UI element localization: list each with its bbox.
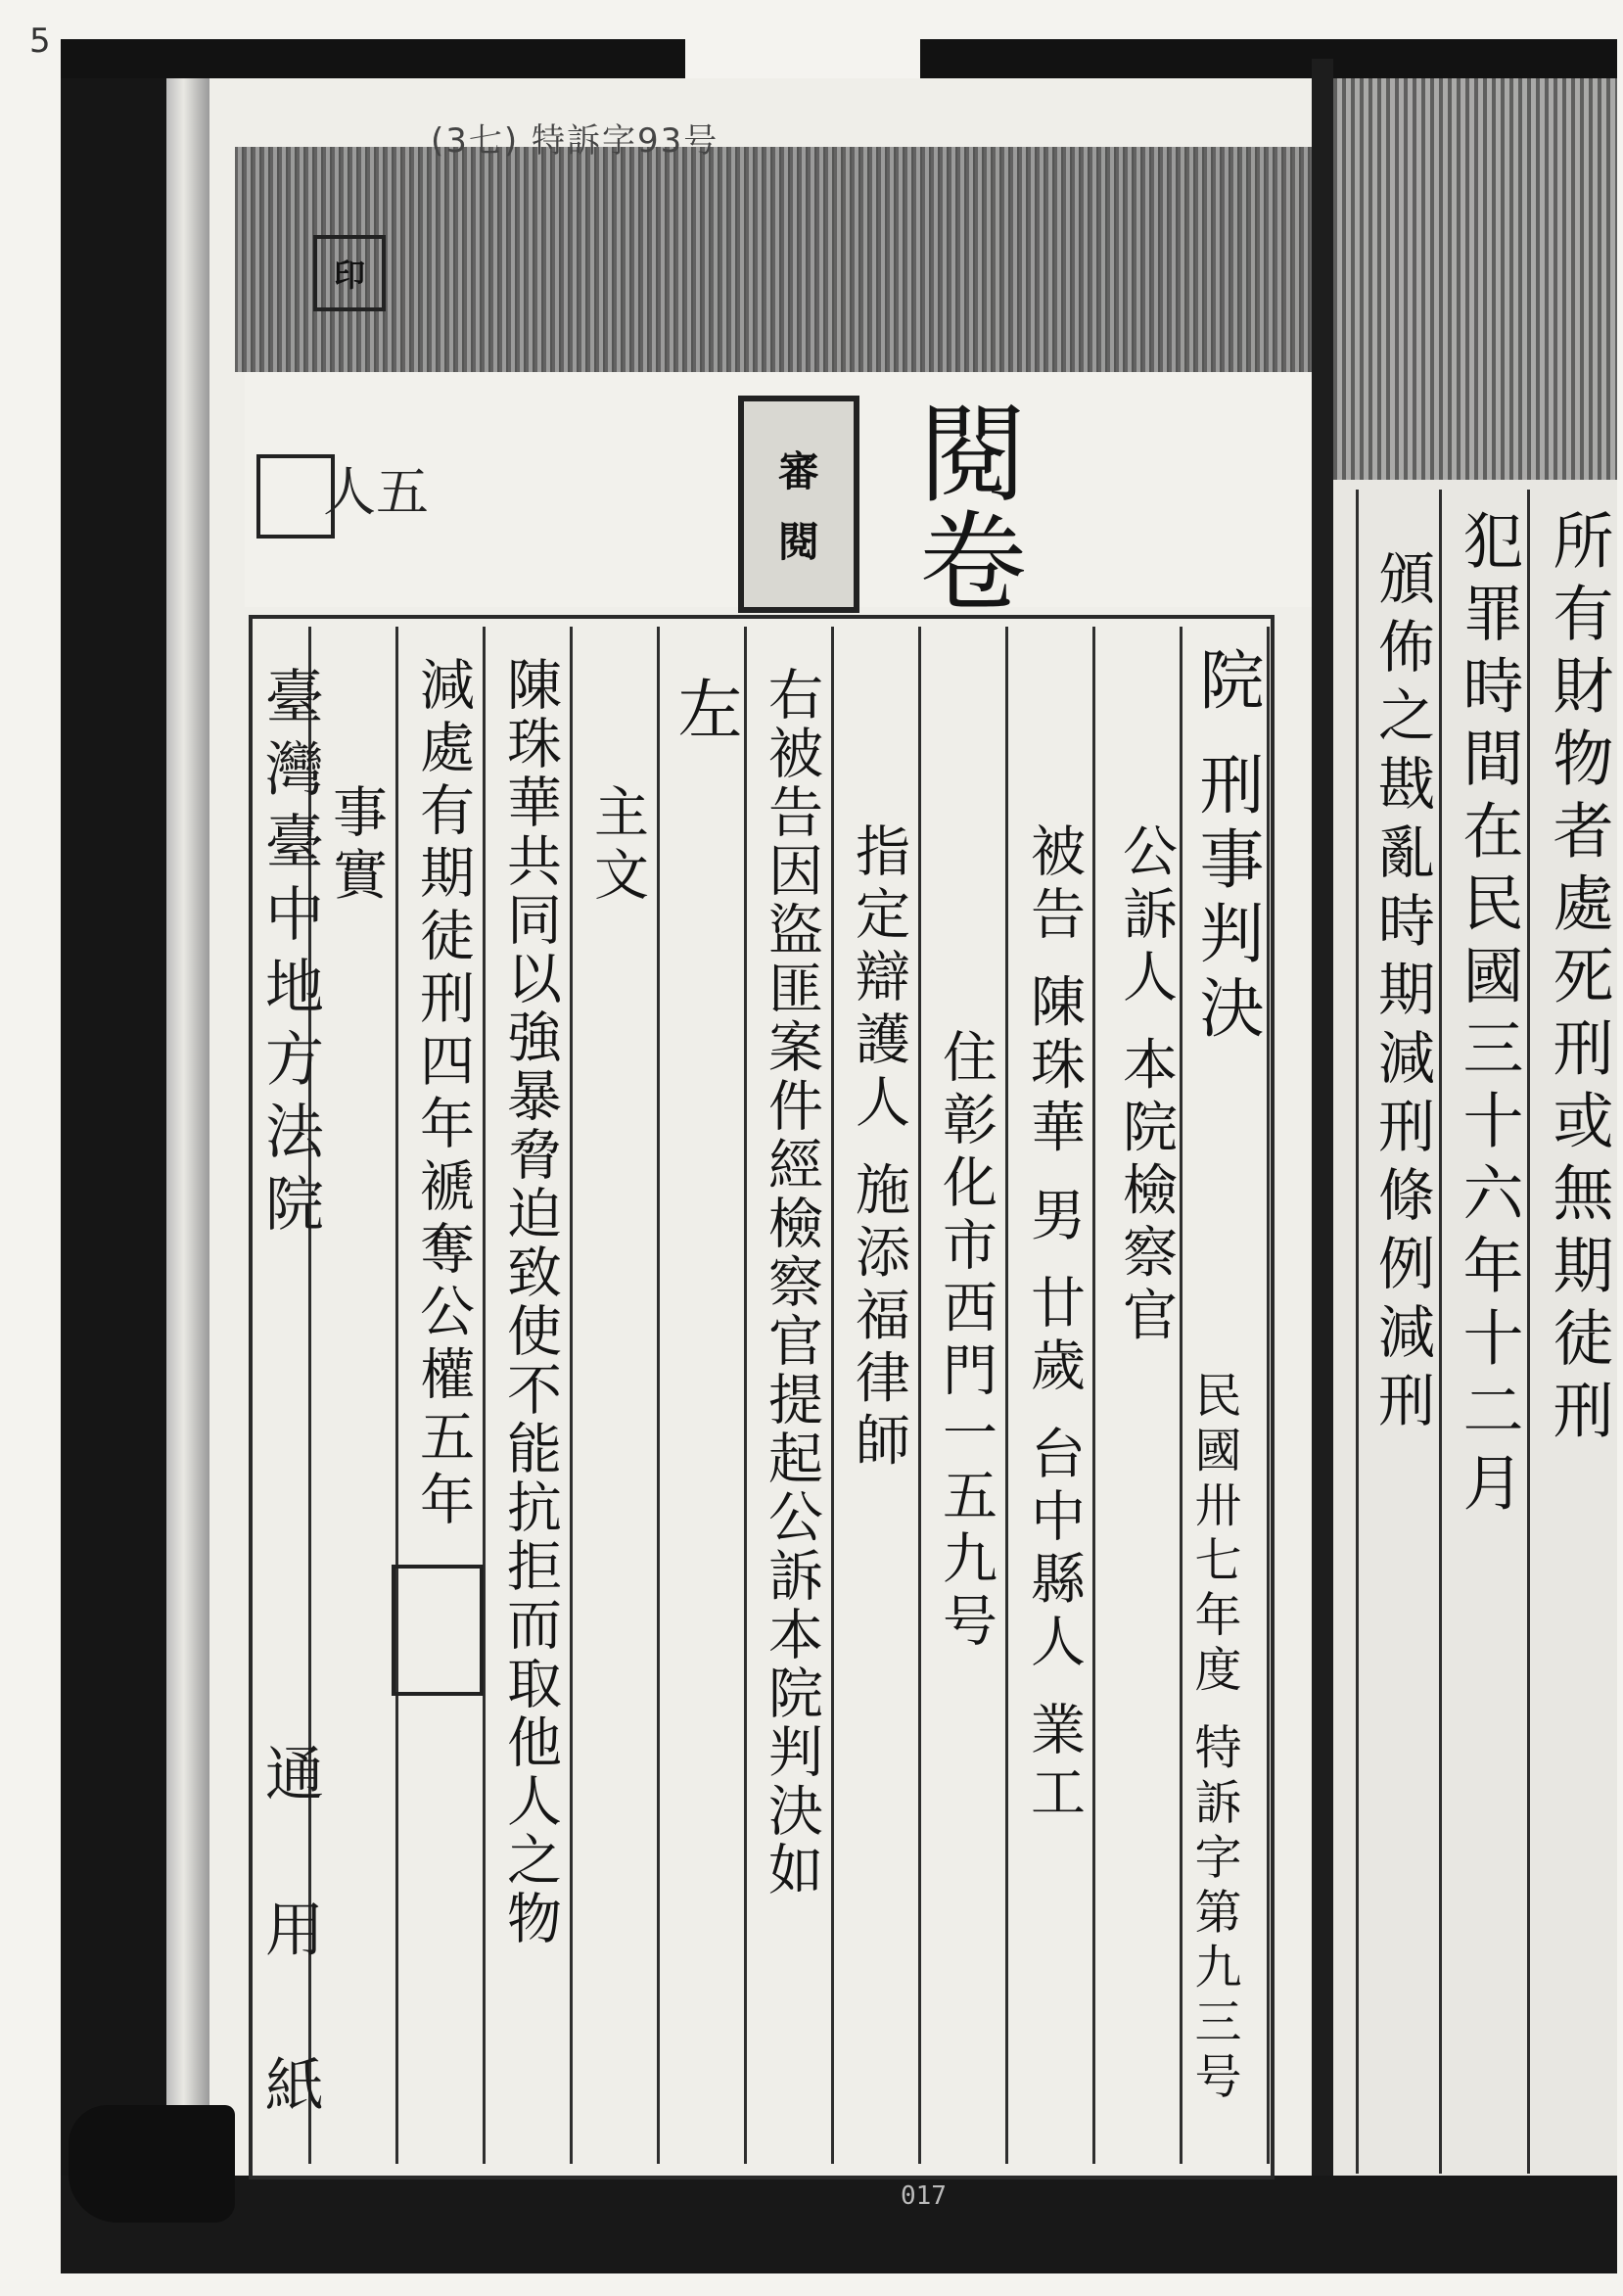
handwritten-mark: 人五	[323, 461, 429, 523]
col-indictment: 右被告因盜匪案件經檢察官提起公訴本院判決如	[760, 666, 823, 1899]
header-scan-noise	[235, 147, 1312, 372]
col-main-text: 主文	[585, 783, 649, 909]
page-gutter	[1312, 59, 1333, 2252]
adjacent-col-rule	[1527, 490, 1530, 2174]
col-rule	[1005, 627, 1008, 2164]
adjacent-col-2: 犯罪時間在民國三十六年十二月	[1453, 509, 1524, 1523]
col-case-no: 民國卅七年度 特訴字第九三号	[1186, 1371, 1241, 2107]
page-number: 017	[901, 2181, 947, 2211]
scan-shadow-left	[61, 39, 166, 2252]
col-verdict-1: 陳珠華共同以強暴脅迫致使不能抗拒而取他人之物	[498, 656, 562, 1948]
reviewed-seal-char-1: 審	[777, 447, 819, 495]
col-counsel: 指定辯護人 施添福律師	[847, 822, 910, 1475]
top-left-stamp: 印	[313, 235, 386, 311]
col-rule	[831, 627, 834, 2164]
col-title: 院 刑事判決	[1188, 646, 1264, 1049]
ink-blot	[69, 2105, 235, 2223]
col-rule	[1092, 627, 1095, 2164]
col-verdict-2: 減處有期徒刑四年褫奪公權五年	[411, 656, 475, 1533]
mid-seal-box	[392, 1565, 484, 1696]
paper-label: 通 用 紙	[255, 1743, 324, 2153]
binding-edge	[166, 78, 209, 2183]
col-prosecutor: 公訴人 本院檢察官	[1114, 822, 1178, 1349]
col-defendant: 被告 陳珠華 男 廿歲 台中縣人 業工	[1022, 822, 1086, 1827]
col-rule	[744, 627, 747, 2164]
col-residence: 住彰化市西門一五九号	[934, 1028, 997, 1655]
corner-mark: 5	[29, 22, 51, 61]
reviewed-seal	[738, 396, 859, 613]
adjacent-col-3: 頒佈之戡亂時期減刑條例減刑	[1368, 548, 1435, 1439]
col-rule	[918, 627, 921, 2164]
reviewed-seal-char-2: 閱	[777, 518, 819, 566]
col-left-label: 左	[667, 676, 742, 750]
adjacent-col-1: 所有財物者處死刑或無期徒刑	[1543, 509, 1614, 1451]
col-rule	[1267, 627, 1270, 2164]
col-verdict-3: 事實	[324, 783, 388, 909]
col-rule	[395, 627, 398, 2164]
col-rule	[483, 627, 486, 2164]
court-name: 臺灣臺中地方法院	[255, 666, 324, 1245]
small-seal-box	[256, 454, 335, 539]
scan-shadow-bottom	[61, 2176, 1617, 2273]
scan-top-gap	[685, 35, 920, 82]
col-rule	[570, 627, 573, 2164]
col-rule	[657, 627, 660, 2164]
review-stamp-text: 閱卷	[902, 398, 1027, 613]
archive-note: (3七) 特訴字93号	[431, 121, 719, 161]
adjacent-page-noise	[1333, 78, 1617, 480]
